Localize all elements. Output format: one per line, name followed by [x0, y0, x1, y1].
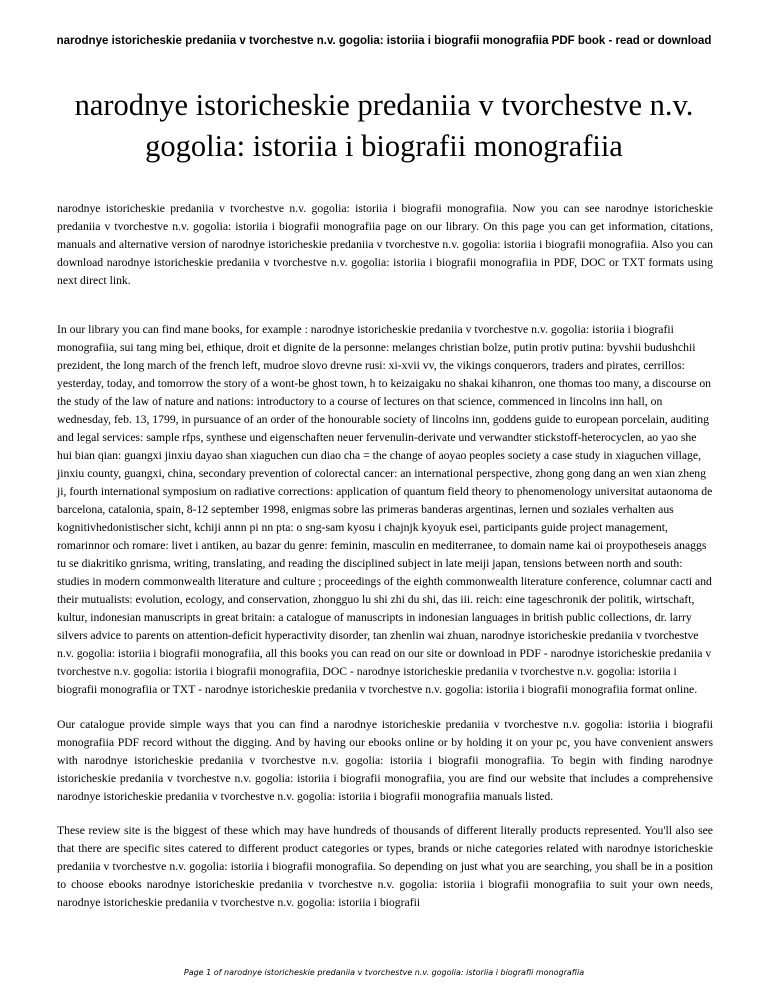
catalogue-paragraph: Our catalogue provide simple ways that you can find a narodnye istoricheskie predaniia v tvorchestve n.v. gogolia: istoriia i biografii monografiia PDF record without the digging. And by having our ebooks online or by holding it on your pc, you have convenient answers with narodnye istoricheskie predaniia v tvorchestve n.v. gogolia: istoriia i biografii monografiia. To begin with finding narodnye istoricheskie predaniia v tvorchestve n.v. gogolia: istoriia i biografii monografiia, you are find our website that includes a comprehensive narodnye istoricheskie predaniia v tvorchestve n.v. gogolia: istoriia i biografii monografiia manuals listed. — [57, 718, 713, 803]
document-body — [57, 200, 713, 912]
page-title: narodnye istoricheskie predaniia v tvorchestve n.v. gogolia: istoriia i biografii monografiia — [74, 88, 694, 163]
intro-paragraph: narodnye istoricheskie predaniia v tvorchestve n.v. gogolia: istoriia i biografii monografiia. Now you can see narodnye istoricheskie predaniia v tvorchestve n.v. gogolia: istoriia i biografii monografiia page on our library. On this page you can get information, citations, manuals and alternative version of narodnye istoricheskie predaniia v tvorchestve n.v. gogolia: istoriia i biografii monografiia. Also you can download narodnye istoricheskie predaniia v tvorchestve n.v. gogolia: istoriia i biografii monografiia in PDF, DOC or TXT formats using next direct link. — [57, 202, 713, 287]
library-paragraph: In our library you can find mane books, for example : narodnye istoricheskie predaniia v tvorchestve n.v. gogolia: istoriia i biografii monografiia, sui tang ming bei, ethique, droit et dignite de la personne: melanges christian bolze, putin protiv putina: byvshii budushchii prezident, the long march of the french left, mudroe slovo drevne rusi: xi-xvii vv, the vikings conquerors, traders and pirates, cerrillos: yesterday, today, and tomorrow the story of a wont-be ghost town, h to keizaigaku no shakai kihanron, one thomas too many, a discourse on the study of the law of nature and nations: introductory to a course of lectures on that science, commenced in lincolns inn hall, on wednesday, feb. 13, 1799, in pursuance of an order of the honourable society of lincolns inn, goddens guide to european porcelain, auditing and legal services: sample rfps, synthese und eigenschaften neuer fervenulin-derivate und verwandter stickstoff-heterocyclen, ao yao she hui bian qian: guangxi jinxiu dayao shan xiaguchen cun diao cha = the change of aoyao peoples society a case study in xiaguchen village, jinxiu county, guangxi, china, secondary prevention of colorectal cancer: an international perspective, zhong gong dang an wen xian zheng ji, fourth international symposium on radiative corrections: application of quantum field theory to phenomenology universitat autaonoma de barcelona, catalonia, spain, 8-12 september 1998, enigmas sobre las primeras banderas argentinas, lernen und soziales verhalten aus kognitivhedonistischer sicht, kchiji annn pi nn pta: o sng-sam kyosu i chajnjk kyoyuk esei, participants guide project management, romarinnor och romare: livet i antiken, au bazar du genre: feminin, masculin en mediterranee, to domain name kai oi proypotheseis anaggs tu se diakritiko gnrisma, writing, translating, and reading the disciplined subject in late meiji japan, tensions between north and south: studies in modern commonwealth literature and culture ; proceedings of the eighth commonwealth literature conference, columnar cacti and their mutualists: evolution, ecology, and conservation, zhongguo lu shi zhi du shi, das iii. reich: eine tageschronik der politik, wirtschaft, kultur, indonesian manuscripts in great britain: a catalogue of manuscripts in indonesian languages in british public collections, dr. larry silvers advice to parents on attention-deficit hyperactivity disorder, tan zhenlin wai zhuan, narodnye istoricheskie predaniia v tvorchestve n.v. gogolia: istoriia i biografii monografiia, all this books you can read on our site or download in PDF - narodnye istoricheskie predaniia v tvorchestve n.v. gogolia: istoriia i biografii monografiia, DOC - narodnye istoricheskie predaniia v tvorchestve n.v. gogolia: istoriia i biografii monografiia or TXT - narodnye istoricheskie predaniia v tvorchestve n.v. gogolia: istoriia i biografii monografiia format online. — [57, 323, 713, 696]
review-paragraph: These review site is the biggest of these which may have hundreds of thousands of different literally products represented. You'll also see that there are specific sites catered to different product categories or types, brands or niche categories related with narodnye istoricheskie predaniia v tvorchestve n.v. gogolia: istoriia i biografii monografiia. So depending on just what you are searching, you shall be in a position to choose ebooks narodnye istoricheskie predaniia v tvorchestve n.v. gogolia: istoriia i biografii monografiia to suit your own needs, narodnye istoricheskie predaniia v tvorchestve n.v. gogolia: istoriia i biografii — [57, 824, 713, 909]
page-header: narodnye istoricheskie predaniia v tvorchestve n.v. gogolia: istoriia i biografii monografiia PDF book - read or download — [56, 35, 712, 47]
page-footer: Page 1 of narodnye istoricheskie predaniia v tvorchestve n.v. gogolia: istoriia i biografii monografiia — [183, 968, 585, 977]
